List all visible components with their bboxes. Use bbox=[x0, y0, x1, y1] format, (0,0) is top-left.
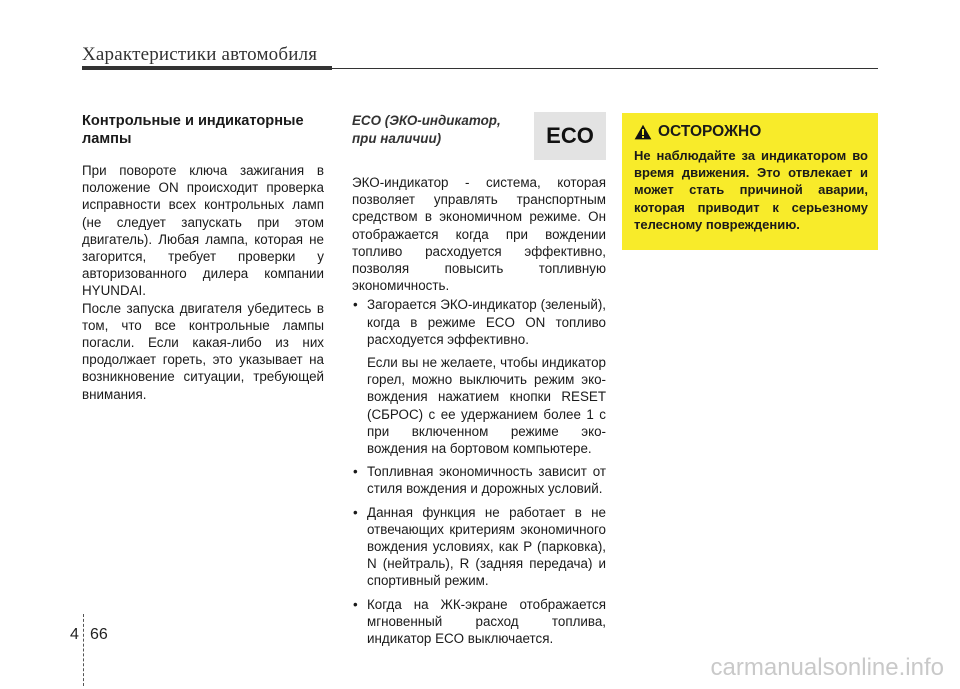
bullet-text: Загорается ЭКО-индикатор (зеленый), когда в режиме ECO ON топливо расходуется эффективно. bbox=[367, 297, 606, 347]
section-title: Контрольные и индикаторные лампы bbox=[82, 113, 304, 147]
eco-intro: ЭКО-индикатор - система, которая позволяет управлять транспортным средством в экономичном режиме. Он отображается когда при вождении топливо расходуется эффективно, позволяя повысить топливную экономичность. bbox=[352, 175, 606, 294]
watermark: carmanualsonline.info bbox=[710, 654, 944, 681]
bullet-text: Топливная экономичность зависит от стиля вождения и дорожных условий. bbox=[367, 464, 606, 497]
page-number: 66 bbox=[90, 626, 108, 643]
header-rule-thin bbox=[332, 68, 878, 69]
warning-box bbox=[622, 113, 878, 250]
bullet-mark: • bbox=[353, 297, 358, 313]
header-rule-thick bbox=[82, 66, 332, 70]
left-column bbox=[82, 112, 324, 403]
bullet-text: Данная функция не работает в не отвечающих критериям экономичного вождения условиях, как P (парковка), N (нейтраль), R (задняя передача) и спортивный режим. bbox=[367, 504, 606, 589]
warning-triangle-icon bbox=[634, 124, 652, 140]
eco-heading-line1: ECO (ЭКО-индикатор, bbox=[352, 113, 501, 128]
warning-title: ОСТОРОЖНО bbox=[658, 123, 762, 140]
paragraph-after-start: После запуска двигателя убедитесь в том, что все контрольные лампы погасли. Если какая-либо из них продолжает гореть, это указывает на возникновение ситуации, требующей внимания. bbox=[82, 300, 324, 402]
paragraph-check-lamps: При повороте ключа зажигания в положение ON происходит проверка исправности всех контрольных ламп (не следует запускать при этом двигатель). Любая лампа, которая не загорится, требует проверки у авторизованного дилера компании HYUNDAI. bbox=[82, 163, 324, 299]
warning-text: Не наблюдайте за индикатором во время движения. Это отвлекает и может стать причиной аварии, которая приводит к серьезному телесному повреждению. bbox=[634, 148, 868, 232]
bullet-mark: • bbox=[353, 504, 358, 520]
warning-title-row bbox=[634, 123, 868, 141]
bullet-mark: • bbox=[353, 596, 358, 612]
bullet-mark: • bbox=[353, 464, 358, 480]
eco-badge: ECO bbox=[534, 112, 606, 160]
middle-column bbox=[352, 112, 606, 647]
eco-body bbox=[352, 174, 606, 647]
list-item bbox=[352, 596, 606, 648]
list-item bbox=[352, 504, 606, 590]
chapter-number: 4 bbox=[70, 626, 79, 643]
page-header-title: Характеристики автомобиля bbox=[82, 44, 318, 65]
list-item bbox=[352, 463, 606, 497]
list-item bbox=[352, 296, 606, 348]
bullet-sub-note: Если вы не желаете, чтобы индикатор горел, можно выключить режим эко-вождения нажатием кнопки RESET (СБРОС) с ее удержанием более 1 с при включенном режиме эко-вождения на бортовом компьютере. bbox=[367, 355, 606, 457]
bullet-text: Когда на ЖК-экране отображается мгновенный расход топлива, индикатор ECO выключается. bbox=[367, 596, 606, 647]
eco-heading-line2: при наличии) bbox=[352, 130, 442, 146]
page-divider bbox=[83, 614, 84, 686]
